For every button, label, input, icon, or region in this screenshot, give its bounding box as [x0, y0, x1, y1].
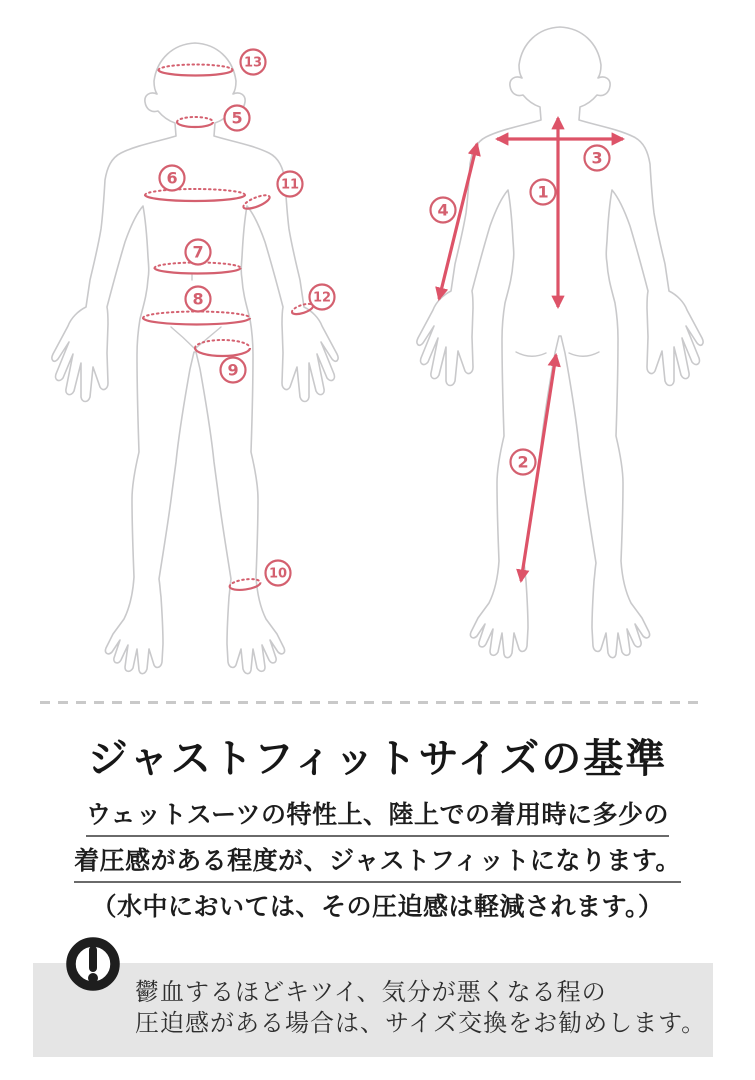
measure-point-9 [221, 358, 246, 383]
svg-text:5: 5 [231, 108, 243, 128]
measure-point-5 [225, 106, 250, 131]
warning-line-1: 鬱血するほどキツイ、気分が悪くなる程の [135, 979, 607, 1006]
svg-text:6: 6 [166, 168, 178, 188]
svg-text:7: 7 [192, 242, 204, 262]
measure-point-10 [266, 561, 291, 586]
svg-text:10: 10 [268, 566, 288, 582]
section-title: ジャストフィットサイズの基準 [87, 737, 668, 781]
svg-text:11: 11 [280, 177, 300, 193]
measure-point-2 [511, 450, 536, 475]
measure-point-7 [186, 240, 211, 265]
fit-line-2: 着圧感がある程度が、ジャストフィットになります。 [74, 846, 681, 883]
svg-text:3: 3 [591, 148, 603, 168]
dashed-divider [40, 701, 704, 704]
front-figure [52, 43, 338, 674]
measure-point-13 [241, 50, 266, 75]
exclamation-icon [63, 934, 123, 994]
measure-point-4 [431, 198, 456, 223]
measure-point-8 [186, 287, 211, 312]
svg-text:8: 8 [192, 289, 204, 309]
measure-point-1 [531, 180, 556, 205]
svg-text:13: 13 [243, 55, 263, 71]
svg-text:1: 1 [537, 182, 549, 202]
svg-text:2: 2 [517, 452, 529, 472]
warning-text [135, 977, 706, 1039]
fit-description [0, 800, 755, 931]
svg-text:12: 12 [312, 290, 332, 306]
svg-text:4: 4 [437, 200, 449, 220]
measure-point-11 [278, 172, 303, 197]
fit-line-1: ウェットスーツの特性上、陸上での着用時に多少の [86, 800, 669, 837]
measure-point-3 [585, 146, 610, 171]
measure-point-6 [160, 166, 185, 191]
warning-line-2: 圧迫感がある場合は、サイズ交換をお勧めします。 [135, 1010, 707, 1037]
fit-line-3: （水中においては、その圧迫感は軽減されます。） [91, 893, 664, 921]
back-figure [417, 27, 703, 658]
back-body-outline [417, 27, 703, 658]
svg-text:9: 9 [227, 360, 239, 380]
measure-point-12 [310, 285, 335, 310]
front-body-outline [52, 43, 338, 674]
